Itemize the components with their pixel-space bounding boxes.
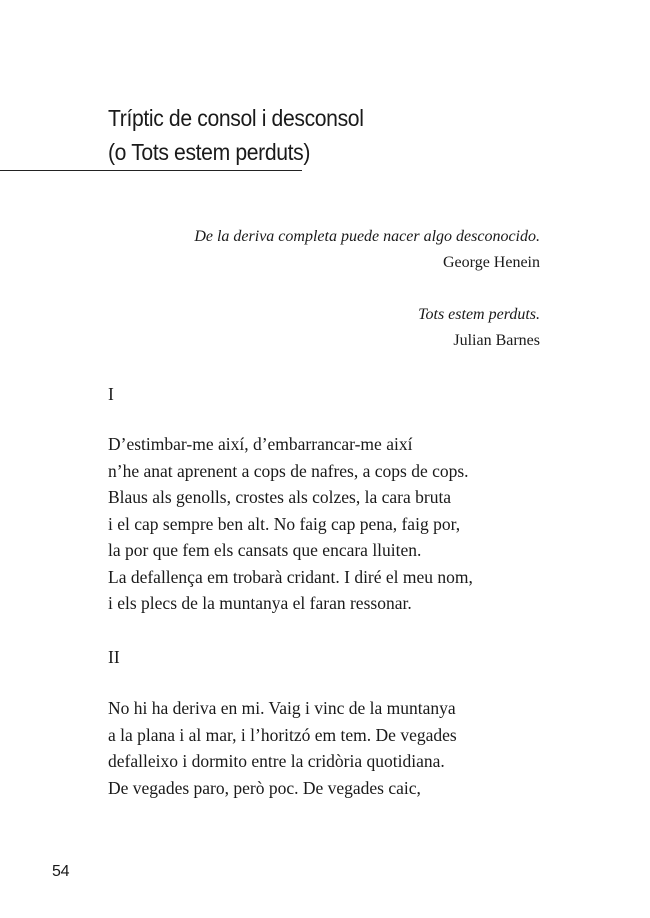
verse: La defallença em trobarà cridant. I diré el meu nom, <box>108 566 473 587</box>
title-underline-rule <box>0 170 302 171</box>
epigraph-author: George Henein <box>443 254 540 271</box>
verse: a la plana i al mar, i l’horitzó em tem. De vegades <box>108 724 457 745</box>
verse: la por que fem els cansats que encara lluiten. <box>108 540 422 560</box>
title-line-1: Tríptic de consol i desconsol <box>108 105 364 131</box>
verse: Blaus als genolls, crostes als colzes, la cara bruta <box>108 487 452 507</box>
epigraph-author: Julian Barnes <box>453 332 540 349</box>
epigraph-1 <box>194 224 540 276</box>
stanza-2 <box>108 695 457 801</box>
epigraph-quote: Tots estem perduts. <box>418 306 540 323</box>
verse: defalleixo i dormito entre la cridòria quotidiana. <box>108 751 445 771</box>
verse: De vegades paro, però poc. De vegades caic, <box>108 777 421 798</box>
section-number-2: II <box>108 647 120 667</box>
verse: No hi ha deriva en mi. Vaig i vinc de la muntanya <box>108 698 456 718</box>
page-number: 54 <box>52 863 70 880</box>
verse: n’he anat aprenent a cops de nafres, a cops de cops. <box>108 460 469 481</box>
epigraph-quote: De la deriva completa puede nacer algo desconocido. <box>194 228 540 245</box>
epigraph-2 <box>418 302 540 354</box>
verse: i el cap sempre ben alt. No faig cap pena, faig por, <box>108 513 461 534</box>
stanza-1 <box>108 431 473 617</box>
poem-title <box>108 101 364 169</box>
verse: D’estimbar-me així, d’embarrancar-me així <box>108 434 413 454</box>
title-line-2: (o Tots estem perduts) <box>108 139 311 165</box>
verse: i els plecs de la muntanya el faran ressonar. <box>108 593 412 613</box>
section-number-1: I <box>108 384 114 404</box>
